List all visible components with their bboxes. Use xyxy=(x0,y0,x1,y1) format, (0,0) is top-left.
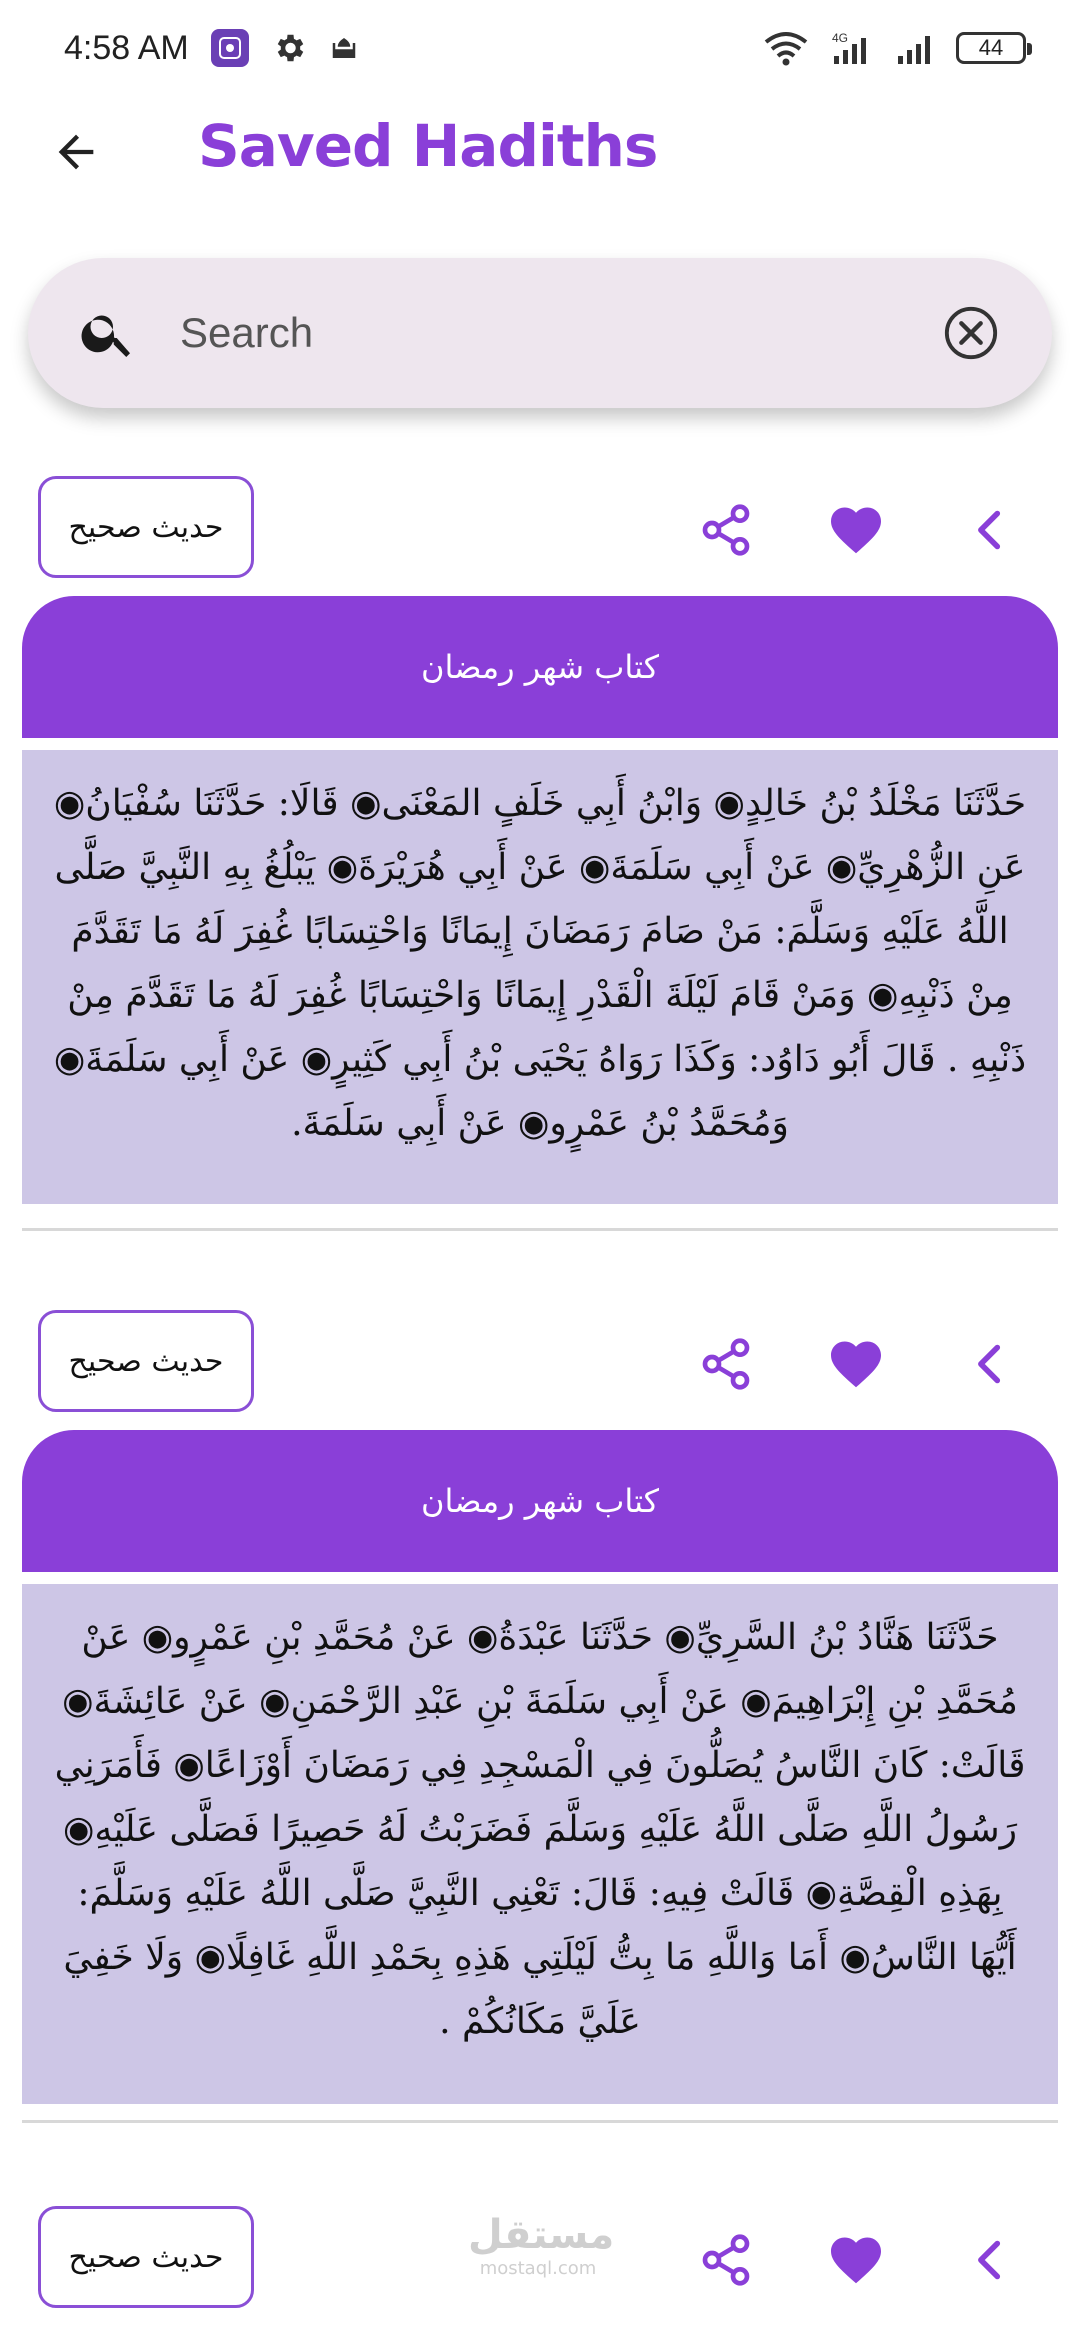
share-icon[interactable] xyxy=(696,2230,756,2290)
battery-indicator: 44 xyxy=(956,32,1026,64)
chevron-left-icon[interactable] xyxy=(960,1334,1020,1394)
divider xyxy=(22,1228,1058,1231)
gear-icon xyxy=(271,30,307,66)
search-bar[interactable] xyxy=(28,258,1052,408)
clear-search-icon[interactable] xyxy=(942,304,1000,366)
back-button[interactable] xyxy=(44,120,108,184)
divider xyxy=(22,2120,1058,2123)
book-title: كتاب شهر رمضان xyxy=(22,1430,1058,1572)
hadith-text: حَدَّثَنَا مَخْلَدُ بْنُ خَالِدٍ◉ وَابْنُ أَبِي خَلَفٍ المَعْنَى◉ قَالَا: حَدَّثَنَا سُفْيَانُ◉ عَنِ الزُّهْرِيِّ◉ عَنْ أَبِي سَلَمَةَ◉ عَنْ أَبِي هُرَيْرَةَ◉ يَبْلُغُ بِهِ النَّبِيَّ صَلَّى اللَّهُ عَلَيْهِ وَسَلَّمَ: مَنْ صَامَ رَمَضَانَ إِيمَانًا وَاحْتِسَابًا غُفِرَ لَهُ مَا تَقَدَّمَ مِنْ ذَنْبِهِ◉ وَمَنْ قَامَ لَيْلَةَ الْقَدْرِ إِيمَانًا وَاحْتِسَابًا غُفِرَ لَهُ مَا تَقَدَّمَ مِنْ ذَنْبِهِ . قَالَ أَبُو دَاوُد: وَكَذَا رَوَاهُ يَحْيَى بْنُ أَبِي كَثِيرٍ◉ عَنْ أَبِي سَلَمَةَ◉ وَمُحَمَّدُ بْنُ عَمْرٍو◉ عَنْ أَبِي سَلَمَةَ. xyxy=(22,750,1058,1204)
page-title: Saved Hadiths xyxy=(198,112,658,180)
heart-icon[interactable] xyxy=(826,500,886,560)
share-icon[interactable] xyxy=(696,500,756,560)
grade-badge: حديث صحيح xyxy=(38,1310,254,1412)
book-title: كتاب شهر رمضان xyxy=(22,596,1058,738)
heart-icon[interactable] xyxy=(826,2230,886,2290)
chevron-left-icon[interactable] xyxy=(960,500,1020,560)
arrow-back-icon xyxy=(50,126,102,178)
heart-icon[interactable] xyxy=(826,1334,886,1394)
status-bar xyxy=(0,0,1080,96)
grade-badge: حديث صحيح xyxy=(38,476,254,578)
search-input[interactable] xyxy=(180,298,900,368)
signal-4g-icon xyxy=(828,30,876,66)
grade-badge: حديث صحيح xyxy=(38,2206,254,2308)
network-type: 4G xyxy=(832,31,849,45)
search-icon xyxy=(78,303,138,367)
signal-icon xyxy=(894,30,938,66)
app-bar xyxy=(0,96,1080,208)
mosque-icon xyxy=(329,33,359,63)
watermark xyxy=(468,2212,615,2280)
status-left xyxy=(64,29,359,68)
chevron-left-icon[interactable] xyxy=(960,2230,1020,2290)
watermark-logo: مستقل xyxy=(468,2212,615,2258)
quran-app-icon xyxy=(211,29,249,67)
wifi-icon xyxy=(762,30,810,66)
share-icon[interactable] xyxy=(696,1334,756,1394)
status-time: 4:58 AM xyxy=(64,28,189,67)
watermark-domain: mostaql.com xyxy=(479,2258,597,2279)
hadith-text: حَدَّثَنَا هَنَّادُ بْنُ السَّرِيِّ◉ حَدَّثَنَا عَبْدَةُ◉ عَنْ مُحَمَّدِ بْنِ عَمْرٍو◉ عَنْ مُحَمَّدِ بْنِ إِبْرَاهِيمَ◉ عَنْ أَبِي سَلَمَةَ بْنِ عَبْدِ الرَّحْمَنِ◉ عَنْ عَائِشَةَ◉ قَالَتْ: كَانَ النَّاسُ يُصَلُّونَ فِي الْمَسْجِدِ فِي رَمَضَانَ أَوْزَاعًا◉ فَأَمَرَنِي رَسُولُ اللَّهِ صَلَّى اللَّهُ عَلَيْهِ وَسَلَّمَ فَضَرَبْتُ لَهُ حَصِيرًا فَصَلَّى عَلَيْهِ◉ بِهَذِهِ الْقِصَّةِ◉ قَالَتْ فِيهِ: قَالَ: تَعْنِي النَّبِيَّ صَلَّى اللَّهُ عَلَيْهِ وَسَلَّمَ: أَيُّهَا النَّاسُ◉ أَمَا وَاللَّهِ مَا بِتُّ لَيْلَتِي هَذِهِ بِحَمْدِ اللَّهِ غَافِلًا◉ وَلَا خَفِيَ عَلَيَّ مَكَانُكُمْ . xyxy=(22,1584,1058,2104)
status-right xyxy=(762,30,1026,66)
